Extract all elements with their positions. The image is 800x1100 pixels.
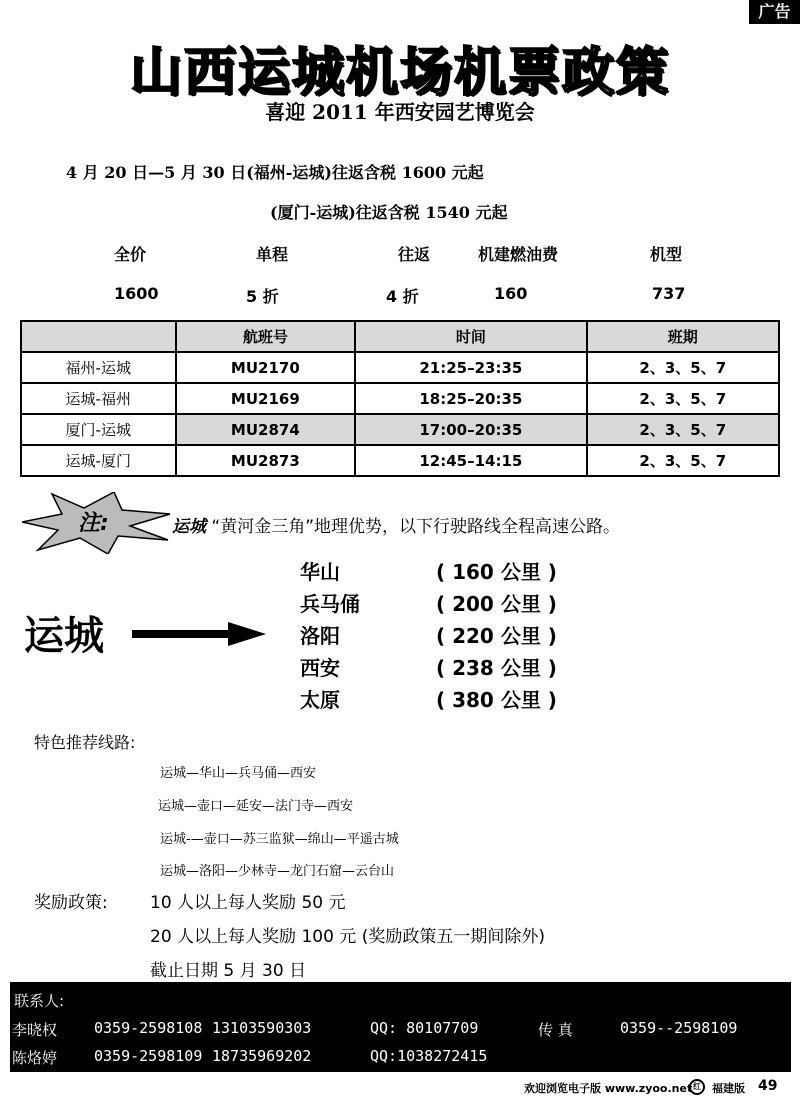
contact-phone: 0359-2598108 (94, 1019, 203, 1037)
contact-name: 李晓权 (12, 1021, 58, 1039)
route-cell: 厦门-运城 (21, 414, 176, 445)
fax-number: 0359--2598109 (620, 1019, 738, 1037)
promo-line-1: 4 月 20 日—5 月 30 日(福州-运城)往返含税 1600 元起 (66, 163, 484, 182)
hong-logo-icon: 红 (689, 1079, 705, 1095)
table-header-row (21, 321, 779, 352)
route-cell: 运城-厦门 (21, 445, 176, 476)
destination-name: 兵马俑 (300, 592, 360, 616)
fare-value-oneway: 5 折 (246, 287, 279, 306)
reward-line: 20 人以上每人奖励 100 元 (奖励政策五一期间除外) (150, 927, 545, 947)
contact-box (10, 982, 791, 1072)
table-header-cell: 班期 (587, 321, 779, 352)
time-cell: 18:25–20:35 (355, 383, 586, 414)
flight-number-cell: MU2170 (176, 352, 356, 383)
fare-value-roundtrip: 4 折 (386, 287, 419, 306)
note-description: “黄河金三角”地理优势，以下行驶路线全程高速公路。 (211, 517, 621, 537)
fax-label: 传 真 (538, 1021, 573, 1039)
destination-distance: ( 238 公里 ) (436, 656, 557, 680)
contact-name: 陈烙婷 (12, 1049, 58, 1067)
route-item: 运城—华山—兵马俑—西安 (160, 766, 317, 781)
flight-number-cell: MU2873 (176, 445, 356, 476)
time-cell: 21:25–23:35 (355, 352, 586, 383)
destination-distance: ( 160 公里 ) (436, 560, 557, 584)
subtitle: 喜迎 2011 年西安园艺博览会 (265, 100, 535, 124)
fare-value-fuel: 160 (494, 284, 528, 303)
route-item: 运城—洛阳—少林寺—龙门石窟—云台山 (160, 864, 395, 879)
page-title: 山西运城机场机票政策 (129, 43, 670, 103)
routes-heading: 特色推荐线路: (34, 733, 136, 752)
page-number: 49 (758, 1078, 778, 1094)
table-row (21, 414, 779, 445)
destination-name: 西安 (300, 656, 340, 680)
table-row (21, 383, 779, 414)
route-item: 运城—壶口—延安—法门寺—西安 (158, 799, 354, 814)
note-label: 注: (78, 511, 109, 536)
reward-line: 截止日期 5 月 30 日 (150, 961, 307, 981)
days-cell: 2、3、5、7 (587, 383, 779, 414)
time-cell: 17:00–20:35 (355, 414, 586, 445)
destination-distance: ( 220 公里 ) (436, 624, 557, 648)
ad-tag: 广告 (749, 0, 800, 24)
table-row (21, 352, 779, 383)
route-item: 运城-—壶口—苏三监狱—绵山—平遥古城 (160, 832, 399, 847)
route-cell: 福州-运城 (21, 352, 176, 383)
reward-label: 奖励政策: (34, 893, 108, 913)
flight-number-cell: MU2169 (176, 383, 356, 414)
contact-mobile: 13103590303 (212, 1019, 312, 1037)
note-text (172, 512, 620, 537)
route-cell: 运城-福州 (21, 383, 176, 414)
destination-distance: ( 200 公里 ) (436, 592, 557, 616)
days-cell: 2、3、5、7 (587, 414, 779, 445)
fare-value-aircraft: 737 (652, 284, 686, 303)
fare-header-oneway: 单程 (256, 245, 289, 264)
days-cell: 2、3、5、7 (587, 352, 779, 383)
destination-name: 洛阳 (300, 624, 340, 648)
fare-header-full: 全价 (114, 245, 147, 264)
flight-schedule-table (20, 320, 780, 477)
flight-number-cell: MU2874 (176, 414, 356, 445)
table-header-cell: 时间 (355, 321, 586, 352)
table-header-cell: 航班号 (176, 321, 356, 352)
arrow-right-icon (132, 622, 266, 646)
table-row (21, 445, 779, 476)
contact-heading: 联系人: (14, 992, 65, 1010)
fare-header-roundtrip: 往返 (398, 245, 431, 264)
destination-name: 华山 (300, 560, 340, 584)
days-cell: 2、3、5、7 (587, 445, 779, 476)
destination-distance: ( 380 公里 ) (436, 688, 557, 712)
fare-header-fuel: 机建燃油费 (478, 245, 559, 264)
promo-line-2: (厦门-运城)往返含税 1540 元起 (270, 203, 508, 222)
table-header-cell (21, 321, 176, 352)
destination-name: 太原 (300, 688, 340, 712)
fare-header-aircraft: 机型 (650, 245, 683, 264)
fare-value-full: 1600 (114, 284, 159, 303)
contact-phone: 0359-2598109 (94, 1047, 203, 1065)
footer-welcome: 欢迎浏览电子版 www.zyoo.net (524, 1082, 693, 1095)
time-cell: 12:45–14:15 (355, 445, 586, 476)
contact-qq: QQ: 80107709 (370, 1019, 479, 1037)
reward-line: 10 人以上每人奖励 50 元 (150, 893, 346, 913)
contact-qq: QQ:1038272415 (370, 1047, 488, 1065)
contact-mobile: 18735969202 (212, 1047, 312, 1065)
footer-edition: 福建版 (712, 1082, 745, 1095)
note-city: 运城 (172, 517, 206, 537)
origin-city: 运城 (24, 613, 104, 659)
